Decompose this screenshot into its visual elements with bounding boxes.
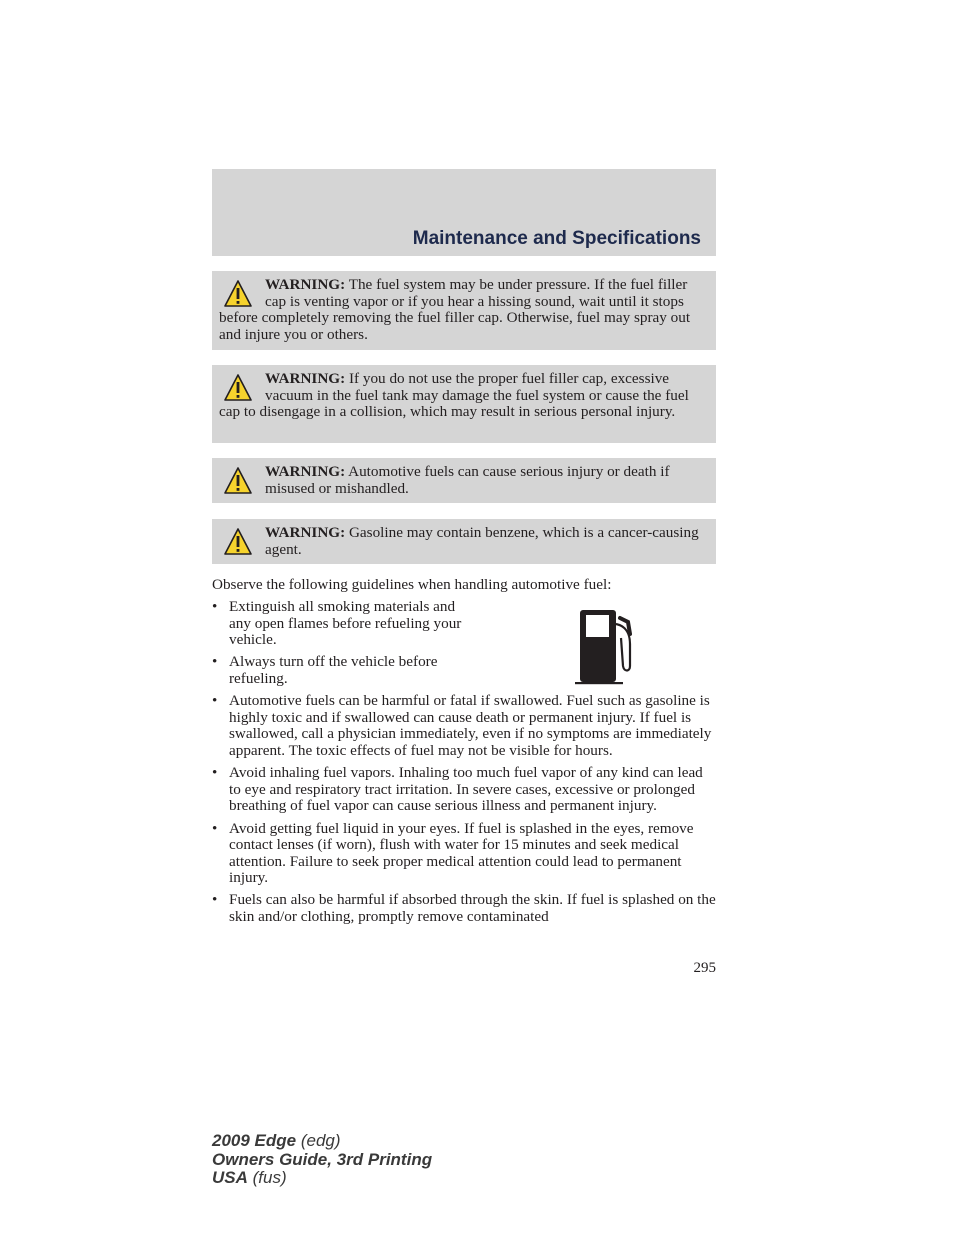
list-item [212, 821, 716, 887]
bullet-mark: • [212, 653, 218, 671]
footer-market-code: (fus) [247, 1168, 287, 1187]
warning-label: WARNING: [265, 524, 346, 541]
fuel-pump-icon [572, 608, 634, 688]
footer-model-code: (edg) [296, 1131, 341, 1150]
intro-paragraph: Observe the following guidelines when handling automotive fuel: [212, 576, 612, 593]
footer-line-model [212, 1132, 432, 1151]
footer-model: 2009 Edge [212, 1131, 297, 1150]
footer-line-market [212, 1169, 432, 1188]
warning-triangle-icon [223, 466, 253, 496]
footer-line-guide: Owners Guide, 3rd Printing [212, 1149, 433, 1169]
warning-box-2 [212, 365, 716, 443]
warning-text: Automotive fuels can cause serious injury or death if misused or mishandled. [265, 463, 670, 497]
list-item [212, 765, 716, 815]
document-footer [212, 1132, 432, 1188]
list-item-text: Extinguish all smoking materials and any open flames before refueling your vehicle. [229, 598, 462, 649]
list-item [212, 693, 716, 759]
warning-box-4 [212, 519, 716, 564]
warning-label: WARNING: [265, 463, 346, 480]
list-item-text: Avoid inhaling fuel vapors. Inhaling too much fuel vapor of any kind can lead to eye and respiratory tract irritation. In severe cases, excessive or prolonged breathing of fuel vapor can cause serious illness and permanent injury. [229, 764, 703, 815]
fuel-guidelines-list [212, 599, 716, 931]
list-item [212, 599, 716, 649]
warning-triangle-icon [223, 279, 253, 309]
section-title: Maintenance and Specifications [412, 228, 701, 249]
warning-text: If you do not use the proper fuel filler cap, excessive vacuum in the fuel tank may damage the fuel system or cause the fuel cap to disengage in a collision, which may result in serious personal injury. [219, 370, 689, 421]
warning-box-1 [212, 271, 716, 350]
bullet-mark: • [212, 891, 218, 909]
warning-text: The fuel system may be under pressure. If the fuel filler cap is venting vapor or if you hear a hissing sound, wait until it stops before completely removing the fuel filler cap. Otherwise, fuel may spray out and injure you or others. [219, 276, 691, 343]
warning-triangle-icon [223, 527, 253, 557]
list-item-text: Always turn off the vehicle before refueling. [229, 653, 438, 687]
warning-triangle-icon [223, 373, 253, 403]
bullet-mark: • [212, 598, 218, 615]
warning-label: WARNING: [265, 276, 346, 293]
bullet-mark: • [212, 764, 218, 782]
list-item-text: Fuels can also be harmful if absorbed through the skin. If fuel is splashed on the skin and/or clothing, promptly remove contaminated [229, 891, 716, 926]
list-item [212, 892, 716, 925]
warning-label: WARNING: [265, 370, 346, 387]
page-number: 295 [693, 960, 716, 976]
warning-text: Gasoline may contain benzene, which is a cancer-causing agent. [265, 524, 699, 558]
list-item-text: Automotive fuels can be harmful or fatal if swallowed. Fuel such as gasoline is highly toxic and if swallowed can cause death or permanent injury. If fuel is swallowed, call a physician immediately, even if no symptoms are immediately apparent. The toxic effects of fuel may not be visible for hours. [229, 692, 712, 759]
bullet-mark: • [212, 819, 218, 837]
footer-market: USA [212, 1168, 248, 1187]
list-item-text: Avoid getting fuel liquid in your eyes. If fuel is splashed in the eyes, remove contact lenses (if worn), flush with water for 15 minutes and seek medical attention. Failure to seek proper medical attention could lead to permanent injury. [229, 819, 694, 887]
section-header-band [212, 169, 716, 256]
warning-box-3 [212, 458, 716, 503]
list-item [212, 654, 716, 687]
bullet-mark: • [212, 692, 218, 710]
